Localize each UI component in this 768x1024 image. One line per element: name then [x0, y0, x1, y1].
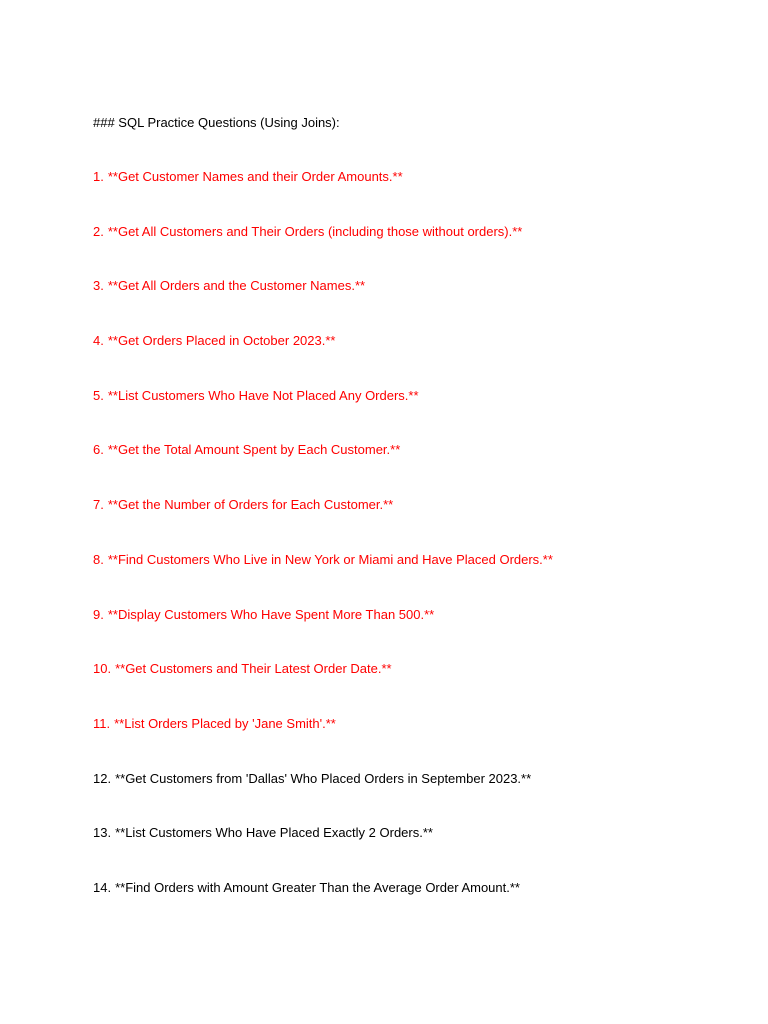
question-text: **Get Orders Placed in October 2023.**	[107, 333, 336, 349]
question-item	[93, 825, 553, 880]
question-item	[93, 388, 553, 443]
question-text: **Get All Customers and Their Orders (including those without orders).**	[107, 223, 523, 239]
question-text: **Get the Total Amount Spent by Each Customer.**	[107, 442, 401, 458]
question-number: 8.	[93, 551, 104, 567]
question-item	[93, 442, 553, 497]
question-text: **Find Orders with Amount Greater Than the Average Order Amount.**	[115, 879, 520, 895]
question-number: 2.	[93, 223, 104, 239]
question-text: **Get Customer Names and their Order Amounts.**	[107, 169, 403, 184]
question-item	[93, 333, 553, 388]
question-item	[93, 880, 553, 935]
question-number: 3.	[93, 278, 104, 294]
question-text: **Find Customers Who Live in New York or Miami and Have Placed Orders.**	[107, 551, 553, 567]
question-number: 9.	[93, 606, 104, 622]
question-item	[93, 771, 553, 826]
question-text: **Display Customers Who Have Spent More Than 500.**	[107, 606, 435, 622]
question-text: **Get All Orders and the Customer Names.**	[107, 278, 366, 294]
question-text: **Get Customers from 'Dallas' Who Placed Orders in September 2023.**	[115, 770, 532, 786]
question-item	[93, 169, 553, 224]
question-number: 14.	[93, 879, 112, 895]
question-item	[93, 661, 553, 716]
question-item	[93, 552, 553, 607]
question-number: 11.	[93, 715, 111, 731]
question-item	[93, 278, 553, 333]
question-number: 1.	[93, 169, 104, 184]
question-item	[93, 224, 553, 279]
question-item	[93, 497, 553, 552]
document-heading: ### SQL Practice Questions (Using Joins):	[93, 115, 340, 130]
question-list	[93, 169, 553, 935]
question-number: 4.	[93, 333, 104, 349]
question-text: **List Customers Who Have Not Placed Any Orders.**	[107, 387, 419, 403]
question-number: 12.	[93, 770, 112, 786]
question-item	[93, 607, 553, 662]
question-number: 6.	[93, 442, 104, 458]
question-number: 10.	[93, 661, 112, 677]
question-number: 13.	[93, 825, 112, 841]
question-number: 7.	[93, 497, 104, 513]
question-text: **List Orders Placed by 'Jane Smith'.**	[114, 715, 336, 731]
question-item	[93, 716, 553, 771]
question-number: 5.	[93, 387, 104, 403]
question-text: **List Customers Who Have Placed Exactly 2 Orders.**	[115, 825, 433, 841]
question-text: **Get Customers and Their Latest Order Date.**	[115, 661, 392, 677]
question-text: **Get the Number of Orders for Each Customer.**	[107, 497, 394, 513]
